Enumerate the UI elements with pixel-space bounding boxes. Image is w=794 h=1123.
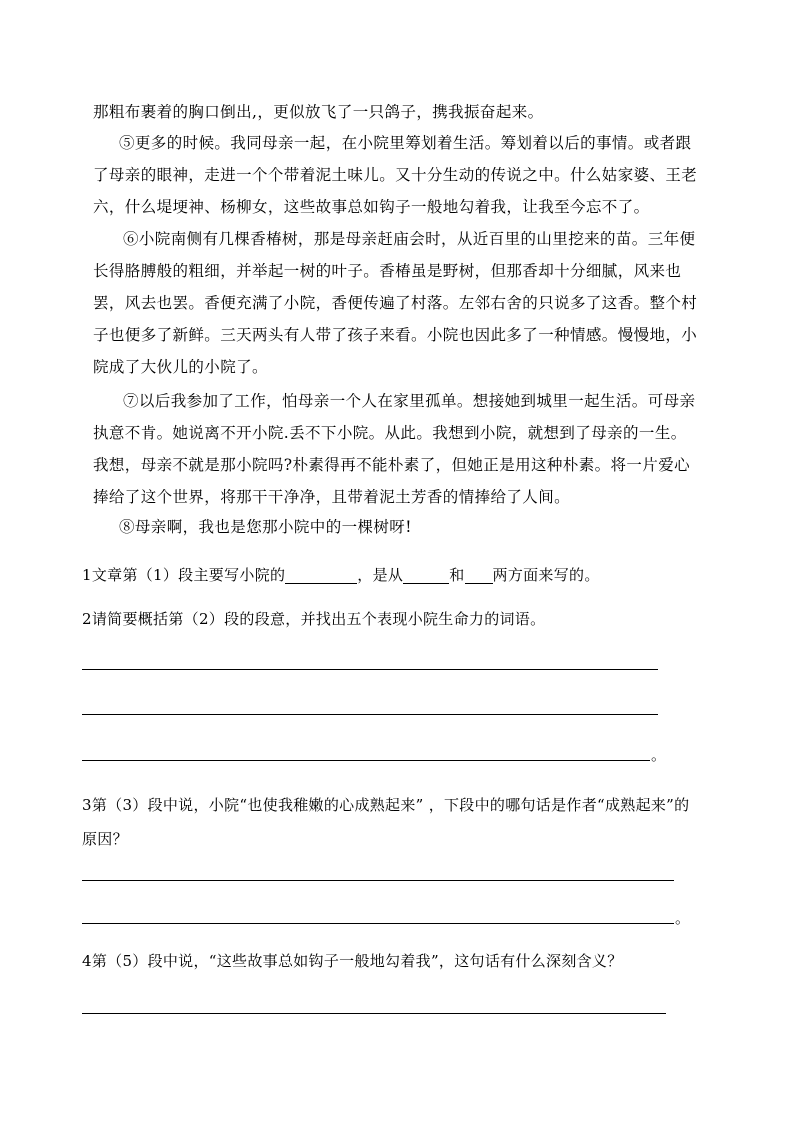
question-4: 4第（5）段中说，“这些故事总如钩子一般地勾着我”，这句话有什么深刻含义？ bbox=[82, 952, 623, 970]
passage-paragraph-5: ⑤更多的时候。我同母亲一起，在小院里筹划着生活。筹划着以后的事情。或者跟了母亲的眼神，走进一个个带着泥土味儿。又十分生动的传说之中。什么姑家婆、王老六，什么堤埂神、杨柳女，这些故事总如钩子一般地勾着我，让我至今忘不了。 bbox=[93, 134, 698, 216]
passage-paragraph-continued: 那粗布裹着的胸口倒出,，更似放飞了一只鸽子，携我振奋起来。 bbox=[93, 103, 544, 121]
answer-line[interactable] bbox=[82, 1013, 666, 1014]
passage-paragraph-8: ⑧母亲啊，我也是您那小院中的一棵树呀! bbox=[119, 518, 412, 536]
question-2: 2请简要概括第（2）段的段意，并找出五个表现小院生命力的词语。 bbox=[82, 610, 546, 628]
answer-line[interactable] bbox=[82, 760, 650, 761]
answer-line[interactable] bbox=[82, 880, 674, 881]
passage-paragraph-7: ⑦以后我参加了工作，怕母亲一个人在家里孤单。想接她到城里一起生活。可母亲执意不肯。她说离不开小院.丢不下小院。从此。我想到小院，就想到了母亲的一生。我想，母亲不就是那小院吗?朴素得再不能朴素了，但她正是用这种朴素。将一片爱心捧给了这个世界，将那干干净净，且带着泥土芳香的情捧给了人间。 bbox=[93, 392, 696, 506]
question-3: 3第（3）段中说，小院“也使我稚嫩的心成熟起来” ，下段中的哪句话是作者“成熟起来”的原因？ bbox=[82, 796, 690, 848]
question-1: 1文章第（1）段主要写小院的 ，是从 和 两方面来写的。 bbox=[82, 566, 600, 584]
answer-line[interactable] bbox=[82, 923, 674, 924]
answer-period: 。 bbox=[651, 746, 667, 764]
answer-period: 。 bbox=[675, 909, 691, 927]
answer-line[interactable] bbox=[82, 714, 658, 715]
answer-line[interactable] bbox=[82, 669, 658, 670]
passage-paragraph-6: ⑥小院南侧有几棵香椿树，那是母亲赶庙会时，从近百里的山里挖来的苗。三年便长得胳膊般的粗细，并举起一树的叶子。香椿虽是野树，但那香却十分细腻，风来也罢，风去也罢。香便充满了小院，香便传遍了村落。左邻右舍的只说多了这香。整个村子也便多了新鲜。三天两头有人带了孩子来看。小院也因此多了一种情感。慢慢地，小院成了大伙儿的小院了。 bbox=[93, 230, 698, 376]
answer-blank-2[interactable] bbox=[403, 565, 449, 584]
answer-blank-3[interactable] bbox=[465, 565, 493, 584]
answer-blank-1[interactable] bbox=[285, 565, 357, 584]
